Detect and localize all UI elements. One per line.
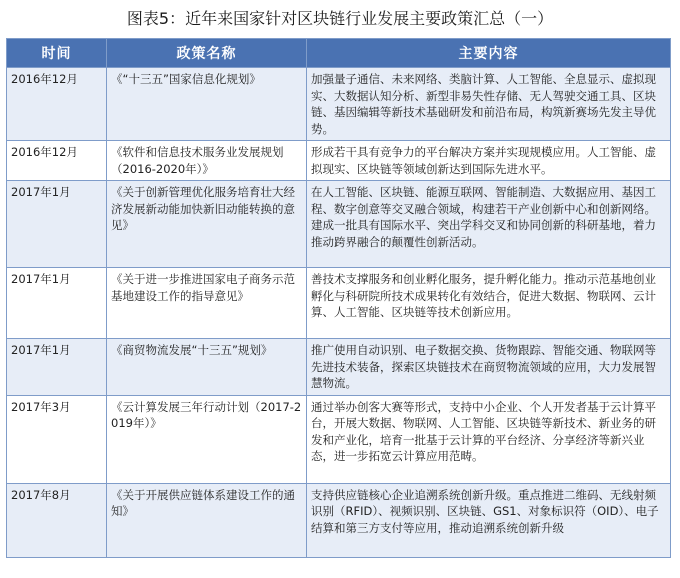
cell-content: 支持供应链核心企业追溯系统创新升级。重点推进二维码、无线射频识别（RFID）、视频识别、区块链、GS1、对象标识符（OID）、电子结算和第三方支付等应用，推动追溯系统创新升级 xyxy=(307,483,671,557)
cell-policy: 《关于开展供应链体系建设工作的通知》 xyxy=(107,483,307,557)
cell-time: 2017年8月 xyxy=(7,483,107,557)
cell-time: 2017年1月 xyxy=(7,181,107,268)
cell-policy: 《“十三五”国家信息化规划》 xyxy=(107,68,307,141)
table-row xyxy=(7,395,671,483)
table-row xyxy=(7,141,671,181)
policy-table xyxy=(6,38,671,558)
cell-policy: 《关于创新管理优化服务培育壮大经济发展新动能加快新旧动能转换的意见》 xyxy=(107,181,307,268)
table-row xyxy=(7,339,671,396)
cell-policy: 《商贸物流发展“十三五”规划》 xyxy=(107,339,307,396)
cell-content: 在人工智能、区块链、能源互联网、智能制造、大数据应用、基因工程、数字创意等交叉融合领域，构建若干产业创新中心和创新网络。建成一批具有国际水平、突出学科交叉和协同创新的科研基地，着力推动跨界融合的颠覆性创新活动。 xyxy=(307,181,671,268)
cell-content: 加强量子通信、未来网络、类脑计算、人工智能、全息显示、虚拟现实、大数据认知分析、新型非易失性存储、无人驾驶交通工具、区块链、基因编辑等新技术基础研发和前沿布局，构筑新赛场先发主导优势。 xyxy=(307,68,671,141)
cell-time: 2017年3月 xyxy=(7,395,107,483)
table-row xyxy=(7,483,671,557)
cell-policy: 《云计算发展三年行动计划（2017-2019年）》 xyxy=(107,395,307,483)
cell-content: 通过举办创客大赛等形式，支持中小企业、个人开发者基于云计算平台，开展大数据、物联网、人工智能、区块链等新技术、新业务的研发和产业化，培育一批基于云计算的平台经济、分享经济等新兴业态，进一步拓宽云计算应用范畴。 xyxy=(307,395,671,483)
page-title: 图表5：近年来国家针对区块链行业发展主要政策汇总（一） xyxy=(126,9,554,28)
header-policy: 政策名称 xyxy=(107,39,307,68)
cell-content: 推广使用自动识别、电子数据交换、货物跟踪、智能交通、物联网等先进技术装备，探索区块链技术在商贸物流领域的应用，大力发展智慧物流。 xyxy=(307,339,671,396)
cell-time: 2017年1月 xyxy=(7,268,107,339)
table-row xyxy=(7,268,671,339)
table-row xyxy=(7,68,671,141)
cell-policy: 《关于进一步推进国家电子商务示范基地建设工作的指导意见》 xyxy=(107,268,307,339)
table-header-row xyxy=(7,39,671,68)
cell-time: 2017年1月 xyxy=(7,339,107,396)
cell-time: 2016年12月 xyxy=(7,68,107,141)
cell-content: 形成若干具有竞争力的平台解决方案并实现规模应用。人工智能、虚拟现实、区块链等领域创新达到国际先进水平。 xyxy=(307,141,671,181)
header-content: 主要内容 xyxy=(307,39,671,68)
cell-content: 善技术支撑服务和创业孵化服务，提升孵化能力。推动示范基地创业孵化与科研院所技术成果转化有效结合，促进大数据、物联网、云计算、人工智能、区块链等技术创新应用。 xyxy=(307,268,671,339)
table-row xyxy=(7,181,671,268)
header-time: 时间 xyxy=(7,39,107,68)
cell-policy: 《软件和信息技术服务业发展规划（2016-2020年）》 xyxy=(107,141,307,181)
cell-time: 2016年12月 xyxy=(7,141,107,181)
